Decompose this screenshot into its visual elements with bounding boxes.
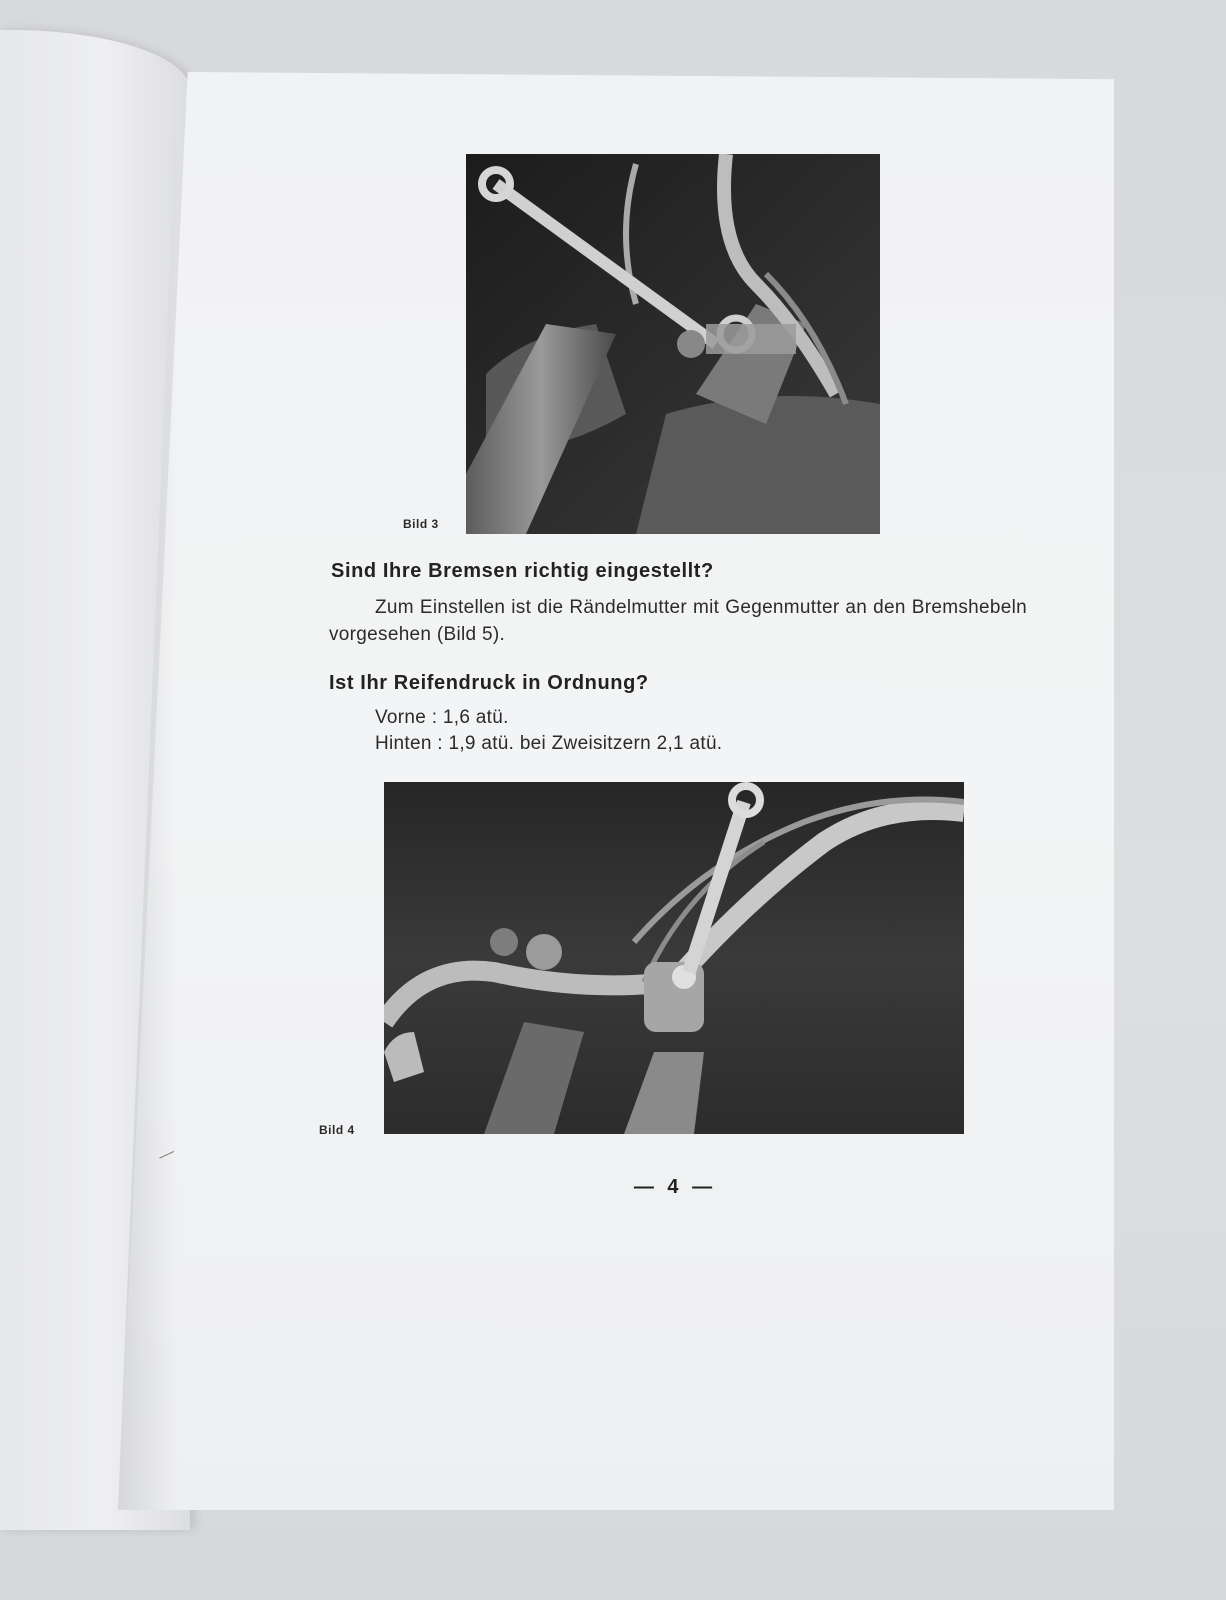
photo-bild-4: [384, 782, 964, 1134]
heading-brakes: Sind Ihre Bremsen richtig eingestellt?: [331, 560, 714, 582]
heading-tyres: Ist Ihr Reifendruck in Ordnung?: [329, 672, 649, 694]
wrench-handlebar-photo: [384, 782, 964, 1134]
tyre-pressure-front: Vorne : 1,6 atü.: [375, 707, 509, 728]
figure-caption-3: Bild 3: [403, 517, 439, 531]
photo-bild-3: [466, 154, 880, 534]
figure-caption-4: Bild 4: [319, 1123, 355, 1137]
page-number: — 4 —: [633, 1176, 717, 1198]
paragraph-brakes-text: Zum Einstellen ist die Rändelmutter mit Gegenmutter an den Bremshebeln vorgesehen (Bild 5).: [329, 597, 1027, 645]
tyre-pressure-rear: Hinten : 1,9 atü. bei Zweisitzern 2,1 atü.: [375, 733, 723, 754]
wrench-fork-photo: [466, 154, 880, 534]
paragraph-brakes: [329, 594, 1027, 648]
